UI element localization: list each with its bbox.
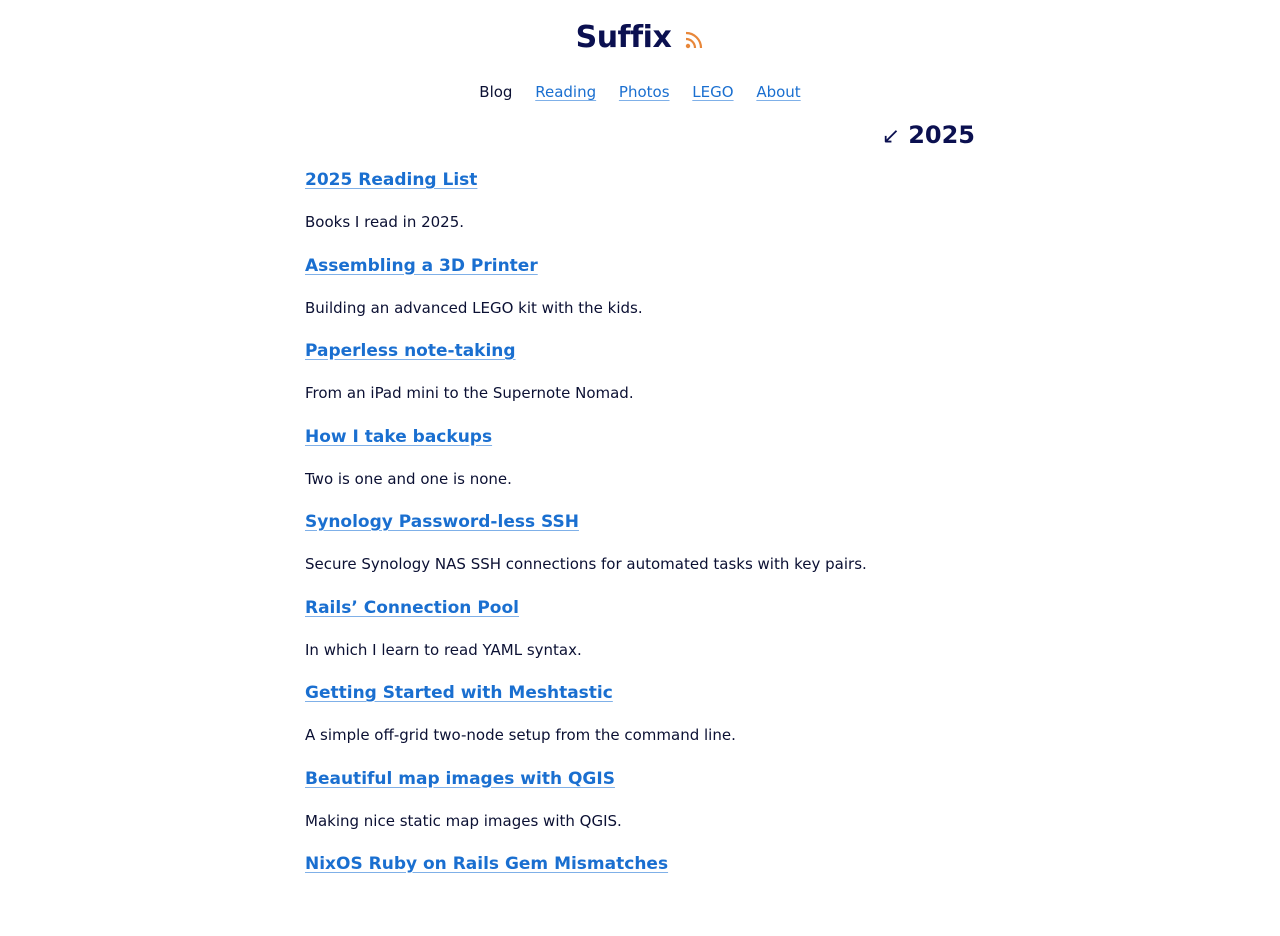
post-item [305, 166, 975, 252]
post-summary: Building an advanced LEGO kit with the kids. [305, 298, 643, 317]
nav-item-about[interactable]: About [756, 83, 801, 101]
post-item [305, 594, 975, 680]
post-item [305, 765, 975, 851]
year-label: 2025 [908, 121, 975, 149]
post-item [305, 252, 975, 338]
post-title-link[interactable]: How I take backups [305, 426, 493, 447]
site-title[interactable]: Suffix [575, 20, 672, 55]
post-title-link[interactable]: Synology Password-less SSH [305, 512, 579, 532]
post-title-link[interactable]: 2025 Reading List [305, 170, 478, 190]
nav-item-blog: Blog [479, 83, 513, 101]
post-title-link[interactable]: NixOS Ruby on Rails Gem Mismatches [305, 854, 669, 874]
nav-item-photos[interactable]: Photos [618, 83, 670, 101]
post-summary: Secure Synology NAS SSH connections for automated tasks with key pairs. [305, 555, 867, 573]
nav-item-reading[interactable]: Reading [535, 83, 597, 101]
post-title-link[interactable]: Rails’ Connection Pool [305, 597, 519, 618]
post-list [305, 166, 975, 936]
nav-item-lego[interactable]: LEGO [692, 83, 734, 101]
post-item [305, 508, 975, 594]
post-item [305, 423, 975, 509]
post-title-link[interactable]: Getting Started with Meshtastic [305, 683, 613, 703]
post-summary: Two is one and one is none. [305, 469, 512, 488]
post-title-link[interactable]: Assembling a 3D Printer [305, 255, 538, 276]
year-heading [882, 120, 975, 152]
post-item [305, 679, 975, 765]
post-summary: From an iPad mini to the Supernote Nomad. [305, 384, 634, 402]
rss-icon[interactable] [684, 30, 704, 50]
site-header [0, 18, 1280, 62]
post-summary: Books I read in 2025. [305, 213, 465, 231]
post-summary: Making nice static map images with QGIS. [305, 811, 622, 830]
post-summary: A simple off-grid two-node setup from the command line. [305, 726, 736, 744]
post-summary: In which I learn to read YAML syntax. [305, 640, 582, 659]
post-item [305, 850, 975, 936]
main-nav [0, 80, 1280, 104]
post-title-link[interactable]: Paperless note-taking [305, 341, 516, 361]
post-title-link[interactable]: Beautiful map images with QGIS [305, 768, 615, 789]
arrow-down-left-icon: ↙ [881, 124, 901, 149]
post-item [305, 337, 975, 423]
